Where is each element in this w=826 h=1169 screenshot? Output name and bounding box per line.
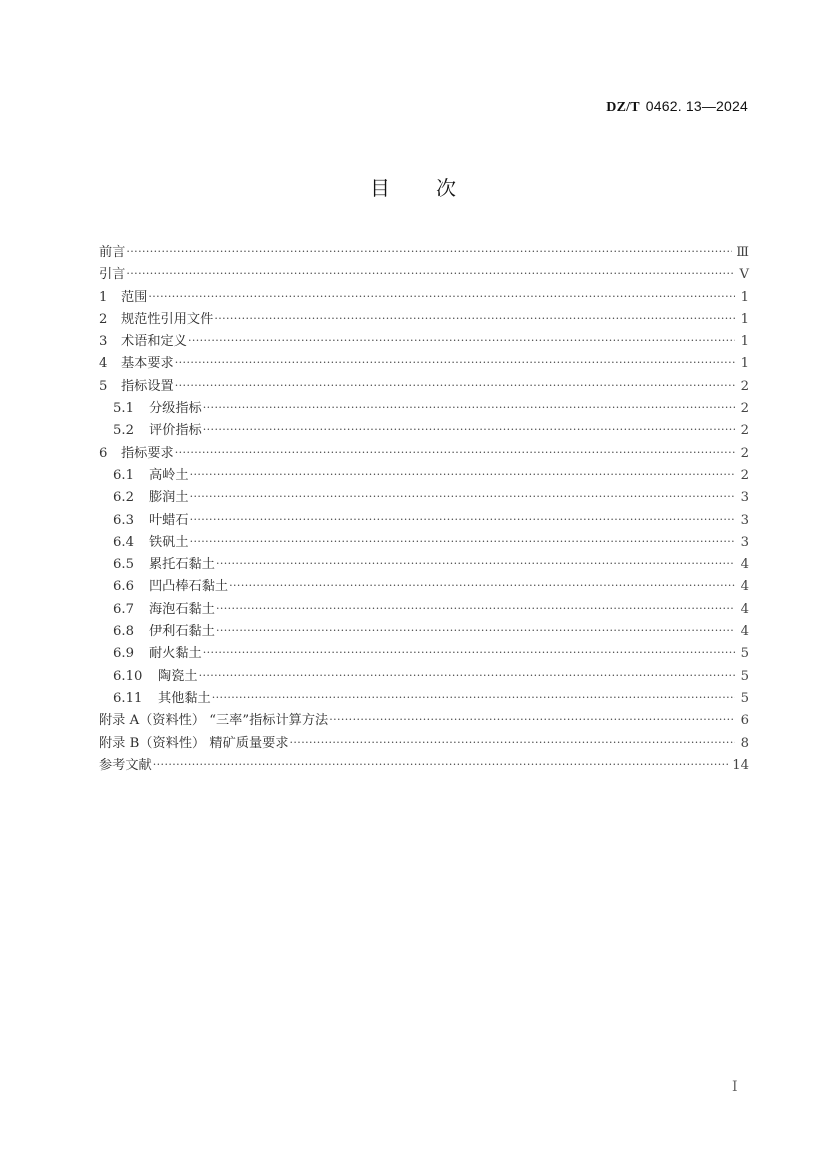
- toc-leader: [214, 308, 735, 330]
- toc-entry-page: 3: [740, 534, 749, 550]
- toc-entry-page: 2: [740, 423, 749, 439]
- toc-leader: [190, 486, 735, 508]
- toc-entry-number: 6.4: [113, 534, 134, 550]
- toc-entry-number: 6.5: [113, 557, 134, 573]
- toc-entry-label: 叶蜡石: [149, 512, 189, 528]
- toc-entry-number: 2: [99, 311, 108, 327]
- toc-entry-label: 累托石黏土: [149, 557, 215, 573]
- toc-entry-page: 4: [740, 601, 749, 617]
- toc-entry-references[interactable]: [99, 755, 749, 777]
- toc-entry-page: 1: [740, 311, 749, 327]
- toc-entry-label: 凹凸棒石黏土: [149, 579, 229, 595]
- toc-leader: [212, 687, 735, 709]
- toc-entry-page: 3: [740, 512, 749, 528]
- toc-entry-page: 2: [740, 378, 749, 394]
- toc-entry-6-3[interactable]: [99, 510, 749, 532]
- toc-entry-number: 3: [99, 334, 108, 350]
- toc-leader: [229, 575, 735, 597]
- toc-entry-appendix-a[interactable]: [99, 710, 749, 732]
- toc-entry-appendix-b[interactable]: [99, 733, 749, 755]
- toc-entry-page: 4: [740, 579, 749, 595]
- toc-entry-label: 前言: [99, 245, 126, 260]
- toc-leader: [153, 754, 728, 776]
- toc-entry-6-7[interactable]: [99, 599, 749, 621]
- toc-leader: [188, 330, 735, 352]
- toc-leader: [216, 620, 735, 642]
- toc-entry-number: 6.1: [113, 467, 134, 483]
- toc-leader: [190, 531, 735, 553]
- toc-entry-page: Ⅴ: [739, 267, 749, 283]
- toc-entry-2[interactable]: [99, 309, 749, 331]
- toc-entry-page: 8: [740, 735, 749, 751]
- toc-entry-label: 膨润土: [149, 490, 189, 506]
- toc-entry-number: 6.9: [113, 646, 134, 662]
- toc-entry-label: 术语和定义: [121, 334, 187, 350]
- toc-entry-page: 5: [740, 690, 749, 706]
- toc-entry-6-8[interactable]: [99, 621, 749, 643]
- table-of-contents: [99, 242, 749, 777]
- toc-entry-label: 评价指标: [149, 423, 202, 439]
- toc-leader: [175, 375, 735, 397]
- toc-entry-number: 6.7: [113, 601, 134, 617]
- document-code-prefix: DZ/T: [606, 100, 640, 115]
- toc-entry-number: 1: [99, 289, 108, 305]
- document-code: [606, 98, 748, 116]
- toc-entry-6-4[interactable]: [99, 532, 749, 554]
- toc-entry-page: 5: [740, 646, 749, 662]
- toc-entry-number: 4: [99, 356, 108, 372]
- toc-entry-1[interactable]: [99, 287, 749, 309]
- toc-entry-label: 铁矾土: [149, 534, 189, 550]
- toc-entry-page: 1: [740, 334, 749, 350]
- toc-entry-5[interactable]: [99, 376, 749, 398]
- toc-leader: [190, 464, 735, 486]
- toc-entry-number: 5.2: [113, 423, 134, 439]
- toc-entry-label: 海泡石黏土: [149, 601, 215, 617]
- toc-entry-6-2[interactable]: [99, 487, 749, 509]
- toc-leader: [190, 509, 735, 531]
- toc-leader: [203, 642, 735, 664]
- toc-entry-label: 基本要求: [121, 356, 174, 372]
- toc-entry-label: 耐火黏土: [149, 646, 202, 662]
- toc-entry-6-1[interactable]: [99, 465, 749, 487]
- toc-leader: [203, 397, 735, 419]
- toc-entry-number: 5.1: [113, 401, 134, 417]
- toc-entry-label: 引言: [99, 267, 126, 283]
- toc-title: [0, 172, 826, 201]
- toc-entry-foreword[interactable]: [99, 242, 749, 264]
- toc-entry-label: 其他黏土: [158, 690, 211, 706]
- toc-leader: [175, 352, 735, 374]
- toc-entry-page: 2: [740, 401, 749, 417]
- toc-entry-label: 分级指标: [149, 401, 202, 417]
- toc-entry-label: 参考文献: [99, 757, 152, 773]
- toc-entry-number: 6.2: [113, 490, 134, 506]
- toc-entry-5-1[interactable]: [99, 398, 749, 420]
- toc-leader: [148, 286, 735, 308]
- toc-leader: [290, 732, 735, 754]
- toc-leader: [199, 665, 735, 687]
- toc-title-char-1: 目: [370, 176, 390, 200]
- toc-entry-label: 规范性引用文件: [121, 311, 214, 327]
- toc-entry-5-2[interactable]: [99, 420, 749, 442]
- toc-leader: [203, 419, 735, 441]
- toc-entry-page: 2: [740, 445, 749, 461]
- toc-leader: [126, 241, 732, 263]
- toc-leader: [329, 709, 735, 731]
- toc-entry-4[interactable]: [99, 353, 749, 375]
- toc-entry-6-10[interactable]: [99, 666, 749, 688]
- toc-entry-page: 14: [732, 757, 749, 773]
- toc-entry-label: 高岭土: [149, 467, 189, 483]
- document-code-number: 0462. 13—2024: [645, 98, 748, 114]
- toc-entry-6-9[interactable]: [99, 643, 749, 665]
- toc-entry-label: 伊利石黏土: [149, 624, 215, 640]
- toc-entry-3[interactable]: [99, 331, 749, 353]
- toc-entry-label: 范围: [121, 289, 148, 305]
- toc-entry-6-6[interactable]: [99, 576, 749, 598]
- toc-entry-number: 5: [99, 378, 108, 394]
- toc-entry-6[interactable]: [99, 443, 749, 465]
- toc-entry-number: 6.6: [113, 579, 134, 595]
- toc-entry-label: 指标设置: [121, 378, 174, 394]
- toc-leader: [126, 263, 735, 285]
- toc-entry-introduction[interactable]: [99, 264, 749, 286]
- toc-leader: [216, 598, 735, 620]
- toc-entry-number: 6.11: [113, 690, 143, 706]
- toc-entry-page: 2: [740, 467, 749, 483]
- toc-entry-page: Ⅲ: [736, 245, 749, 260]
- toc-entry-6-11[interactable]: [99, 688, 749, 710]
- toc-leader: [175, 442, 735, 464]
- toc-entry-number: 6.3: [113, 512, 134, 528]
- toc-entry-number: 6: [99, 445, 108, 461]
- toc-entry-page: 4: [740, 624, 749, 640]
- toc-entry-page: 5: [740, 668, 749, 684]
- toc-entry-number: 6.8: [113, 624, 134, 640]
- toc-entry-page: 1: [740, 356, 749, 372]
- toc-leader: [216, 553, 735, 575]
- toc-title-char-2: 次: [436, 176, 456, 200]
- toc-entry-number: 6.10: [113, 668, 143, 684]
- toc-entry-page: 3: [740, 490, 749, 506]
- toc-entry-label: 附录 B（资料性） 精矿质量要求: [99, 735, 289, 751]
- toc-entry-6-5[interactable]: [99, 554, 749, 576]
- page-number: I: [732, 1079, 738, 1095]
- toc-entry-label: 指标要求: [121, 445, 174, 461]
- toc-entry-label: 附录 A（资料性） “三率”指标计算方法: [99, 713, 329, 729]
- toc-entry-page: 6: [740, 713, 749, 729]
- toc-entry-label: 陶瓷土: [158, 668, 198, 684]
- toc-entry-page: 1: [740, 289, 749, 305]
- toc-entry-page: 4: [740, 557, 749, 573]
